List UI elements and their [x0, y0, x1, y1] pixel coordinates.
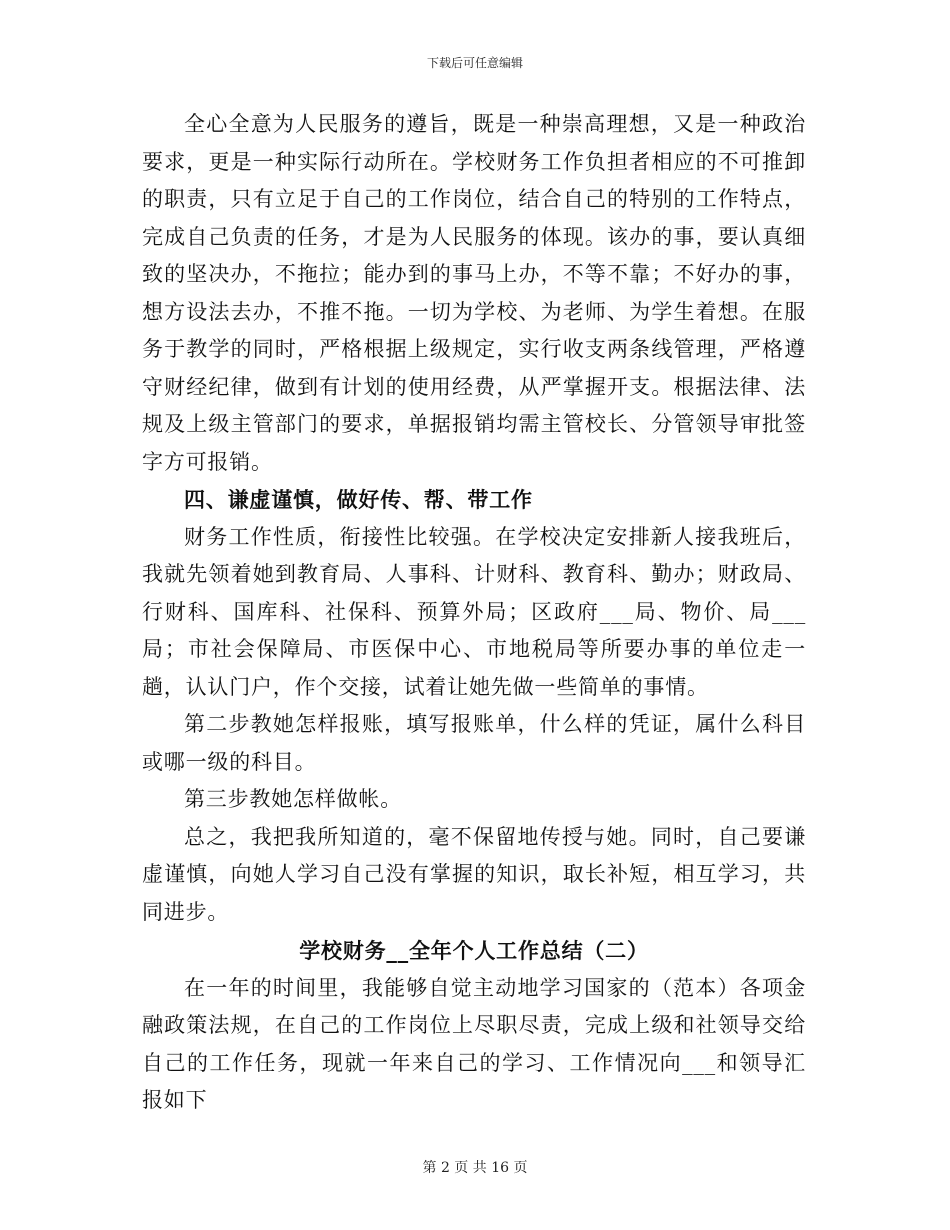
page-footer: 第 2 页 共 16 页 — [422, 1160, 528, 1176]
paragraph: 财务工作性质，衔接性比较强。在学校决定安排新人接我班后，我就先领着她到教育局、人事科、计财科、教育科、勤办；财政局、行财科、国库科、社保科、预算外局；区政府___局、物价、局___局；市社会保障局、市医保中心、市地税局等所要办事的单位走一趟，认认门户，作个交接，试着让她先做一些简单的事情。 — [142, 524, 806, 699]
document-title: 学校财务__全年个人工作总结（二） — [299, 938, 649, 963]
page-header: 下载后可任意编辑 — [426, 56, 523, 70]
paragraph: 第二步教她怎样报账，填写报账单，什么样的凭证，属什么科目或哪一级的科目。 — [142, 712, 806, 774]
section-heading: 四、谦虚谨慎，做好传、帮、带工作 — [184, 487, 533, 512]
paragraph: 全心全意为人民服务的遵旨，既是一种崇高理想，又是一种政治要求，更是一种实际行动所在。学校财务工作负担者相应的不可推卸的职责，只有立足于自己的工作岗位，结合自己的特别的工作特点，完成自己负责的任务，才是为人民服务的体现。该办的事，要认真细致的坚决办，不拖拉；能办到的事马上办，不等不靠；不好办的事，想方设法去办，不推不拖。一切为学校、为老师、为学生着想。在服务于教学的同时，严格根据上级规定，实行收支两条线管理，严格遵守财经纪律，做到有计划的使用经费，从严掌握开支。根据法律、法规及上级主管部门的要求，单据报销均需主管校长、分管领导审批签字方可报销。 — [142, 112, 806, 474]
paragraph: 第三步教她怎样做帐。 — [184, 787, 402, 811]
paragraph: 总之，我把我所知道的，毫不保留地传授与她。同时，自己要谦虚谨慎，向她人学习自己没有掌握的知识，取长补短，相互学习，共同进步。 — [142, 824, 806, 924]
document-body — [142, 106, 806, 1120]
paragraph: 在一年的时间里，我能够自觉主动地学习国家的（范本）各项金融政策法规，在自己的工作岗位上尽职尽责，完成上级和社领导交给自己的工作任务，现就一年来自己的学习、工作情况向___和领导汇报如下 — [142, 975, 806, 1112]
